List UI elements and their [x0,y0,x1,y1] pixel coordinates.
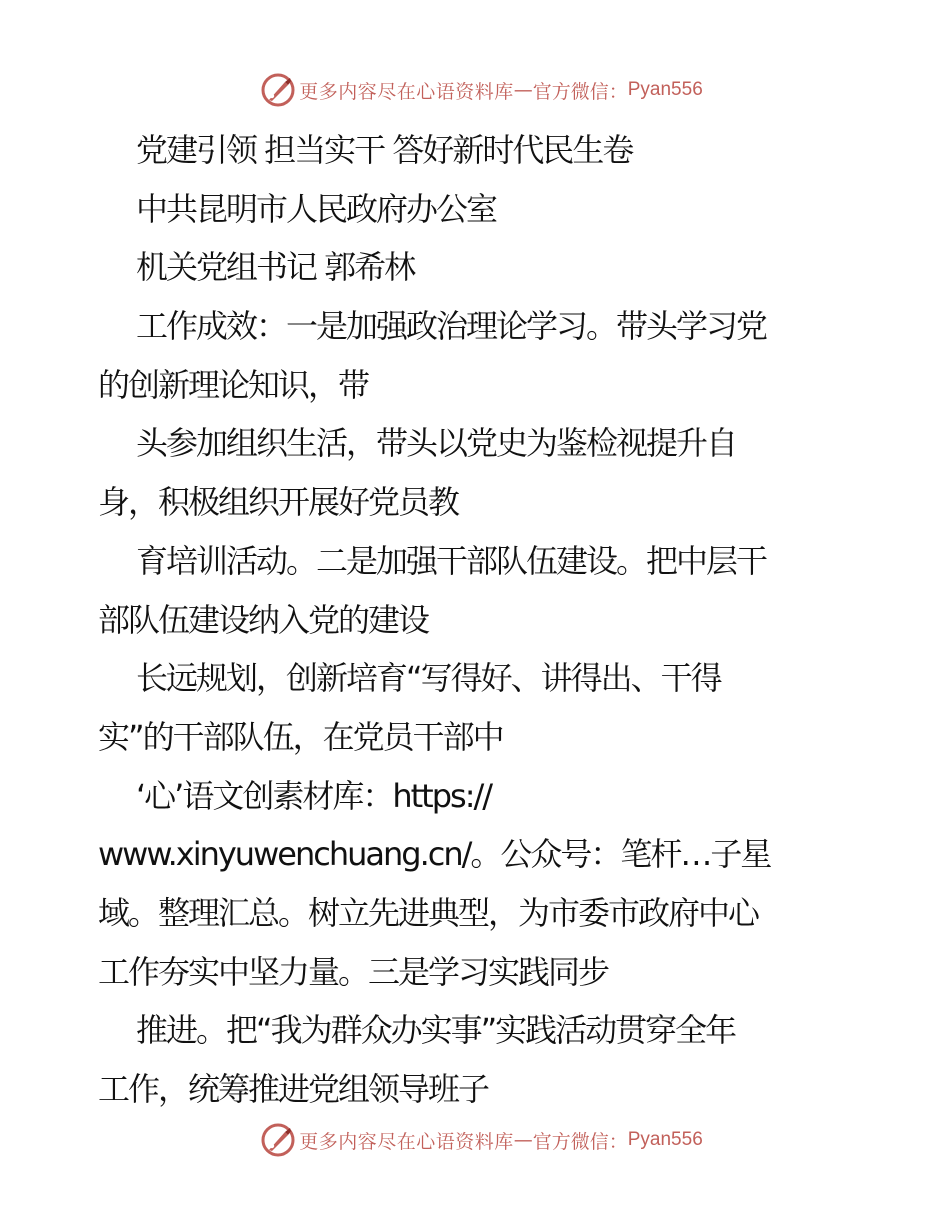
banner-wechat-id: Pyan556 [627,1129,703,1150]
doc-paragraph-line: 部队伍建设纳入党的建设 [98,600,429,639]
footer-watermark-banner [0,1120,950,1160]
doc-paragraph-line: 长远规划，创新培育“写得好、讲得出、干得 [136,659,721,698]
banner-wechat-id: Pyan556 [627,79,703,100]
footer-banner-inner [261,1123,703,1157]
doc-paragraph-line: 推进。把“我为群众办实事”实践活动贯穿全年 [136,1011,736,1050]
document-body [98,121,858,1119]
doc-paragraph-line: 育培训活动。二是加强干部队伍建设。把中层干 [136,541,767,580]
doc-paragraph-line: 头参加组织生活，带头以党史为鉴检视提升自 [136,424,737,463]
doc-paragraph-line: ‘心’语文创素材库：https:// [136,776,492,815]
banner-separator: — [513,1129,533,1151]
banner-title: 更多内容尽在心语资料库 [299,1130,514,1153]
banner-wechat-label: 官方微信： [532,80,628,103]
doc-title: 党建引领 担当实干 答好新时代民生卷 [136,131,633,169]
doc-paragraph-line: 工作，统筹推进党组领导班子 [98,1070,489,1108]
doc-paragraph-line: 工作成效：一是加强政治理论学习。带头学习党 [136,307,767,346]
doc-paragraph-line: 实”的干部队伍，在党员干部中 [98,717,503,756]
doc-paragraph-line: 工作夯实中坚力量。三是学习实践同步 [98,952,609,991]
header-watermark-banner [0,70,950,110]
feather-pen-logo-icon [261,73,295,107]
doc-paragraph-line: 的创新理论知识，带 [98,365,369,404]
banner-wechat-label: 官方微信： [532,1130,628,1153]
feather-pen-logo-icon [261,1123,295,1157]
doc-url-line: www.xinyuwenchuang.cn/。公众号：笔杆…子星 [98,835,771,874]
doc-organization: 中共昆明市人民政府办公室 [136,189,497,228]
header-banner-inner [261,73,703,107]
doc-paragraph-line: 域。整理汇总。树立先进典型，为市委市政府中心 [98,893,759,932]
banner-title: 更多内容尽在心语资料库 [299,80,514,103]
doc-paragraph-line: 身，积极组织开展好党员教 [98,483,459,522]
doc-author: 机关党组书记 郭希林 [136,248,415,287]
banner-separator: — [513,79,533,101]
